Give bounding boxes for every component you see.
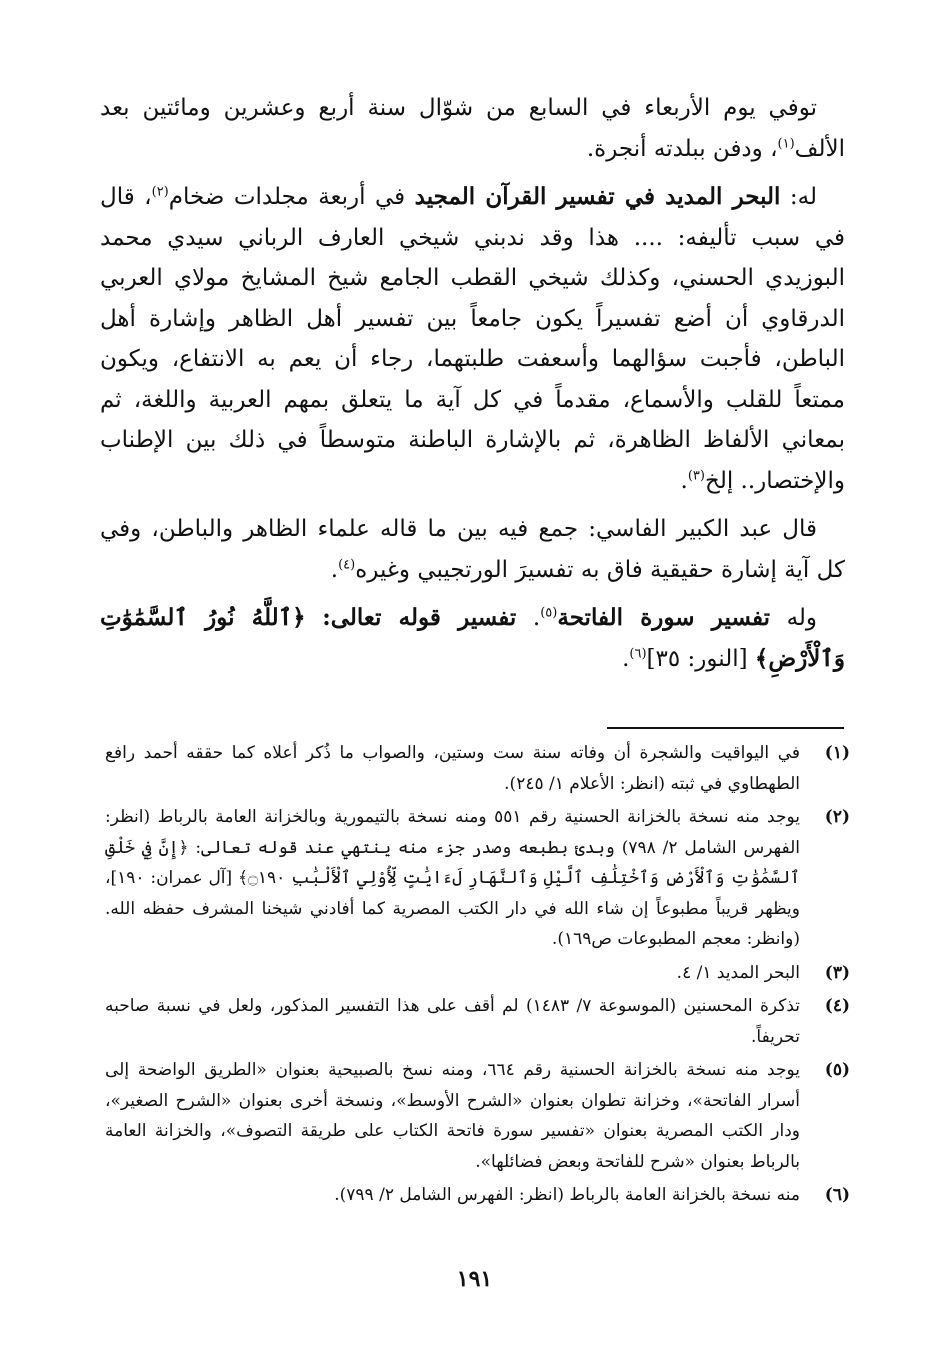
paragraph-text: توفي يوم الأربعاء في السابع من شوّال سنة أربع وعشرين ومائتين بعد الألف (100, 95, 845, 162)
page-number: ١٩١ (456, 1266, 493, 1292)
footnote-text: منه نسخة بالخزانة العامة بالرباط (انظر: الفهرس الشامل ٢/ ٧٩٩). (334, 1185, 800, 1205)
footnote-number: (٣) (824, 962, 850, 983)
paragraph-text: . (680, 467, 688, 494)
footnote-item (105, 1055, 850, 1177)
footnote-ref[interactable]: (٥) (540, 605, 558, 621)
footnote-item (105, 1180, 850, 1211)
footnote-text: تذكرة المحسنين (الموسوعة ٧/ ١٤٨٣) لم أقف على هذا التفسير المذكور، ولعل في نسبة صاحبه تحريفاً. (105, 996, 800, 1047)
footnote-item (105, 802, 850, 955)
footnote-ref[interactable]: (٦) (629, 645, 647, 661)
verse-citation: [النور: ٣٥] (646, 645, 748, 672)
footnote-ref[interactable]: (١) (777, 135, 795, 151)
paragraph-text: ، ودفن ببلدته أنجرة. (586, 135, 778, 162)
paragraph-lead: له: (789, 184, 818, 210)
footnote-item (105, 958, 850, 989)
footnote-text: يوجد منه نسخة بالخزانة الحسنية رقم ٦٦٤، ومنه نسخ بالصبيحية بعنوان «الطريق الواضحة إلى أسرار الفاتحة»، وخزانة تطوان بعنوان «الشرح الأوسط»، ونسخة أخرى بعنوان «الشرح الصغير»، ودار الكتب المصرية بعنوان «تفسير سورة فاتحة الكتاب على طريقة التصوف»، والخزانة العامة بالرباط بعنوان «شرح للفاتحة وبعض فضائلها». (105, 1060, 800, 1172)
footnote-number: (٦) (824, 1185, 850, 1205)
footnote-ref[interactable]: (٣) (687, 467, 705, 483)
book-title: البحر المديد في تفسير القرآن المجيد (414, 183, 781, 210)
footnote-item (105, 991, 850, 1052)
paragraph-text: . (622, 645, 630, 672)
footnote-number: (٤) (824, 996, 850, 1016)
paragraph-works (100, 177, 845, 501)
paragraph-death (100, 88, 845, 169)
paragraph-text: قال عبد الكبير الفاسي: جمع فيه بين ما قاله علماء الظاهر والباطن، وفي كل آية إشارة حقيقية فاق به تفسيرَ الورتجيبي وغيره (100, 516, 845, 583)
main-text (100, 88, 845, 687)
footnote-item (105, 738, 850, 799)
footnote-divider (607, 727, 844, 729)
paragraph-text: ، قال في سبب تأليفه: .... هذا وقد ندبني شيخي العارف الرباني سيدي محمد البوزيدي الحسني، وكذلك شيخي القطب الجامع شيخ المشايخ مولاي العربي الدرقاوي أن أضع تفسيراً يكون جامعاً بين تفسير أهل الظاهر وإشارة أهل الباطن، فأجبت سؤالهما وأسعفت طلبتهما، رجاء أن يعم به الانتفاع، ويكون ممتعاً للقلب والأسماع، مقدماً في كل آية ما يتعلق بمهم العربية واللغة، ثم بمعاني الألفاظ الظاهرة، ثم بالإشارة الباطنة متوسطاً في ذلك بين الإطناب والإختصار.. إلخ (100, 184, 845, 494)
paragraph-text: في أربعة مجلدات ضخام (168, 184, 406, 210)
footnote-number: (٢) (824, 807, 850, 827)
footnote-ref[interactable]: (٢) (151, 184, 169, 200)
paragraph-other-works (100, 598, 845, 679)
footnote-number: (١) (824, 743, 850, 763)
footnote-ref[interactable]: (٤) (338, 556, 356, 572)
footnote-number: (٥) (824, 1060, 850, 1080)
book-title: تفسير سورة الفاتحة (557, 604, 770, 631)
paragraph-lead: وله (786, 605, 818, 631)
paragraph-quote (100, 509, 845, 590)
footnote-text: البحر المديد ١/ ٤. (676, 962, 800, 983)
quran-verse: ﴿ٱللَّهُ نُورُ ٱلسَّمَٰوَٰتِ وَٱلْأَرْضِ﴾ (100, 604, 845, 672)
book-title: تفسير قوله تعالى: (322, 604, 517, 631)
paragraph-text: . (532, 605, 541, 631)
paragraph-text: . (330, 556, 339, 583)
footnote-text: في اليواقيت والشجرة أن وفاته سنة ست وستين، والصواب ما ذُكر أعلاه كما حققه أحمد رافع الطهطاوي في ثبته (انظر: الأعلام ١/ ٢٤٥). (105, 743, 800, 794)
footnotes (105, 738, 850, 1214)
footnote-text: يوجد منه نسخة بالخزانة الحسنية رقم ٥٥١ ومنه نسخة بالتيمورية وبالخزانة العامة بالرباط (انظر: الفهرس الشامل ٢/ ٧٩٨) وبدئ بطبعه وصدر جزء منه ينتهي عند قوله تعالى: ﴿إِنَّ فِي خَلْقِ ٱلسَّمَٰوَٰتِ وَٱلْأَرْضِ وَٱخْتِلَٰفِ ٱلَّيْلِ وَٱلنَّهَارِ لَءَايَٰتٍ لِّأُوْلِي ٱلْأَلْبَٰبِ ۝١٩٠﴾ [آل عمران: ١٩٠]، ويظهر قريباً مطبوعاً إن شاء الله في دار الكتب المصرية كما أفادني شيخنا المشرف حفظه الله. (وانظر: معجم المطبوعات ص١٦٩). (105, 807, 800, 949)
